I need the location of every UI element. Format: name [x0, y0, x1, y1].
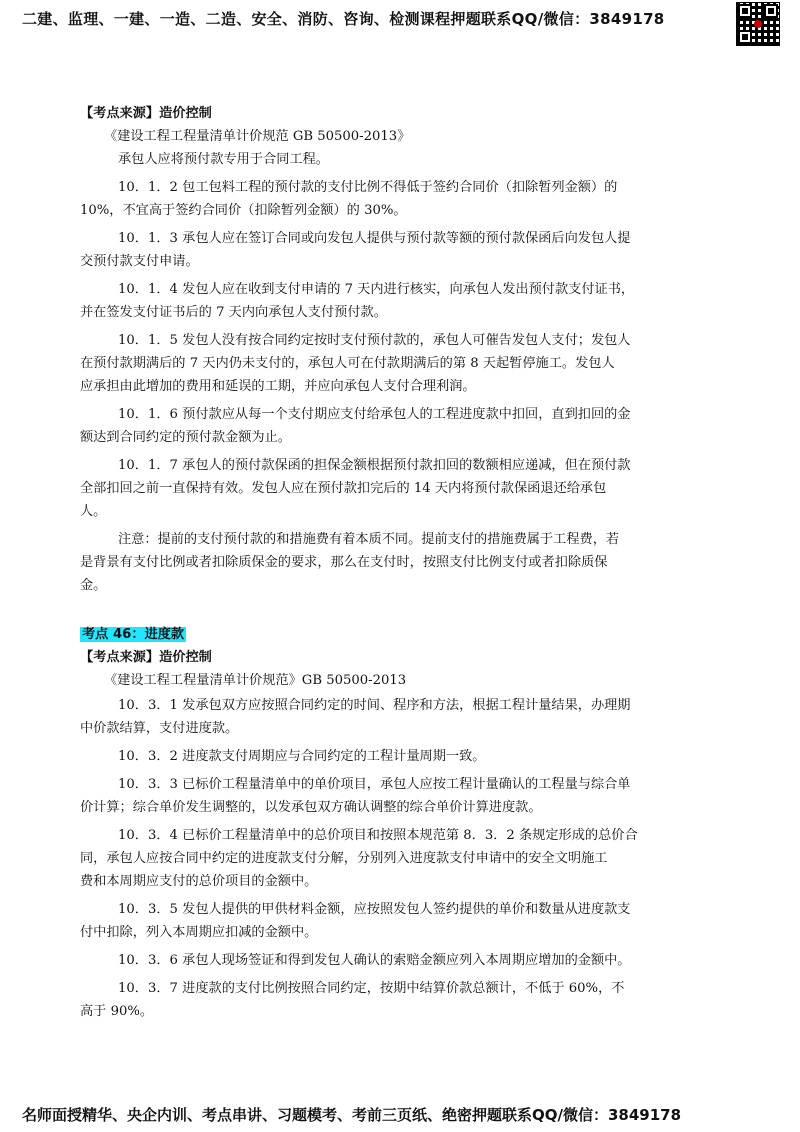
- note-line: 金。: [80, 578, 107, 593]
- section2-heading: [80, 625, 186, 645]
- paragraph-line: 中价款结算，支付进度款。: [80, 721, 239, 736]
- paragraph-line: 人。: [80, 504, 107, 519]
- note-line: 注意：提前的支付预付款的和措施费有着本质不同。提前支付的措施费属于工程费，若: [118, 532, 620, 547]
- paragraph-line: 10．3．7 进度款的支付比例按照合同约定，按期中结算价款总额计，不低于 60%，不: [118, 981, 625, 996]
- paragraph-line: 费和本周期应支付的总价项目的金额中。: [80, 874, 318, 889]
- paragraph-line: 高于 90%。: [80, 1004, 154, 1019]
- paragraph-line: 10．3．3 已标价工程量清单中的单价项目，承包人应按工程计量确认的工程量与综合单: [118, 777, 631, 792]
- paragraph-line: 10．3．4 已标价工程量清单中的总价项目和按照本规范第 8．3．2 条规定形成的总价合: [118, 828, 638, 843]
- paragraph-line: 付中扣除，列入本周期应扣减的金额中。: [80, 925, 318, 940]
- paragraph-line: 价计算；综合单价发生调整的，以发承包双方确认调整的综合单价计算进度款。: [80, 800, 542, 815]
- section2-source-label: 【考点来源】造价控制: [80, 650, 212, 665]
- paragraph-line: 全部扣回之前一直保持有效。发包人应在预付款扣完后的 14 天内将预付款保函退还给承包: [80, 481, 607, 496]
- section1-source-label: 【考点来源】造价控制: [80, 106, 212, 121]
- header-banner: [0, 0, 800, 36]
- paragraph-line: 承包人应将预付款专用于合同工程。: [118, 152, 329, 167]
- paragraph-line: 交预付款支付申请。: [80, 254, 199, 269]
- paragraph-line: 并在签发支付证书后的 7 天内向承包人支付预付款。: [80, 305, 387, 320]
- section2-heading-highlight: 考点 46：进度款: [82, 627, 185, 642]
- paragraph-line: 同，承包人应按合同中约定的进度款支付分解，分别列入进度款支付申请中的安全文明施工: [80, 851, 608, 866]
- paragraph-line: 10．3．1 发承包双方应按照合同约定的时间、程序和方法，根据工程计量结果，办理期: [118, 698, 631, 713]
- section1-book-title: 《建设工程工程量清单计价规范 GB 50500-2013》: [104, 129, 411, 144]
- paragraph-line: 10．3．5 发包人提供的甲供材料金额，应按照发包人签约提供的单价和数量从进度款支: [118, 902, 631, 917]
- paragraph-line: 10%，不宜高于签约合同价（扣除暂列金额）的 30%。: [80, 203, 407, 218]
- paragraph-line: 在预付款期满后的 7 天内仍未支付的，承包人可在付款期满后的第 8 天起暂停施工。发包人: [80, 356, 615, 371]
- paragraph-line: 10．1．3 承包人应在签订合同或向发包人提供与预付款等额的预付款保函后向发包人提: [118, 231, 631, 246]
- paragraph-line: 10．1．7 承包人的预付款保函的担保金额根据预付款扣回的数额相应递减，但在预付款: [118, 458, 631, 473]
- paragraph-line: 额达到合同约定的预付款金额为止。: [80, 430, 291, 445]
- paragraph-line: 10．1．4 发包人应在收到支付申请的 7 天内进行核实，向承包人发出预付款支付证书，: [118, 282, 635, 297]
- qr-code-icon: [736, 2, 780, 46]
- paragraph-line: 应承担由此增加的费用和延误的工期，并应向承包人支付合理利润。: [80, 379, 476, 394]
- note-line: 是背景有支付比例或者扣除质保金的要求，那么在支付时，按照支付比例支付或者扣除质保: [80, 555, 608, 570]
- section2-book-title: 《建设工程工程量清单计价规范》GB 50500-2013: [104, 673, 407, 688]
- footer-banner: 名师面授精华、央企内训、考点串讲、习题模考、考前三页纸、绝密押题联系QQ/微信：3849178: [22, 1106, 682, 1124]
- paragraph-line: 10．1．5 发包人没有按合同约定按时支付预付款的，承包人可催告发包人支付；发包人: [118, 333, 631, 348]
- paragraph-line: 10．1．6 预付款应从每一个支付期应支付给承包人的工程进度款中扣回，直到扣回的金: [118, 407, 631, 422]
- paragraph-line: 10．1．2 包工包料工程的预付款的支付比例不得低于签约合同价（扣除暂列金额）的: [118, 180, 618, 195]
- paragraph-line: 10．3．2 进度款支付周期应与合同约定的工程计量周期一致。: [118, 749, 486, 764]
- paragraph-line: 10．3．6 承包人现场签证和得到发包人确认的索赔金额应列入本周期应增加的金额中。: [118, 953, 631, 968]
- header-banner-text: 二建、监理、一建、一造、二造、安全、消防、咨询、检测课程押题联系QQ/微信：3849178: [22, 10, 665, 28]
